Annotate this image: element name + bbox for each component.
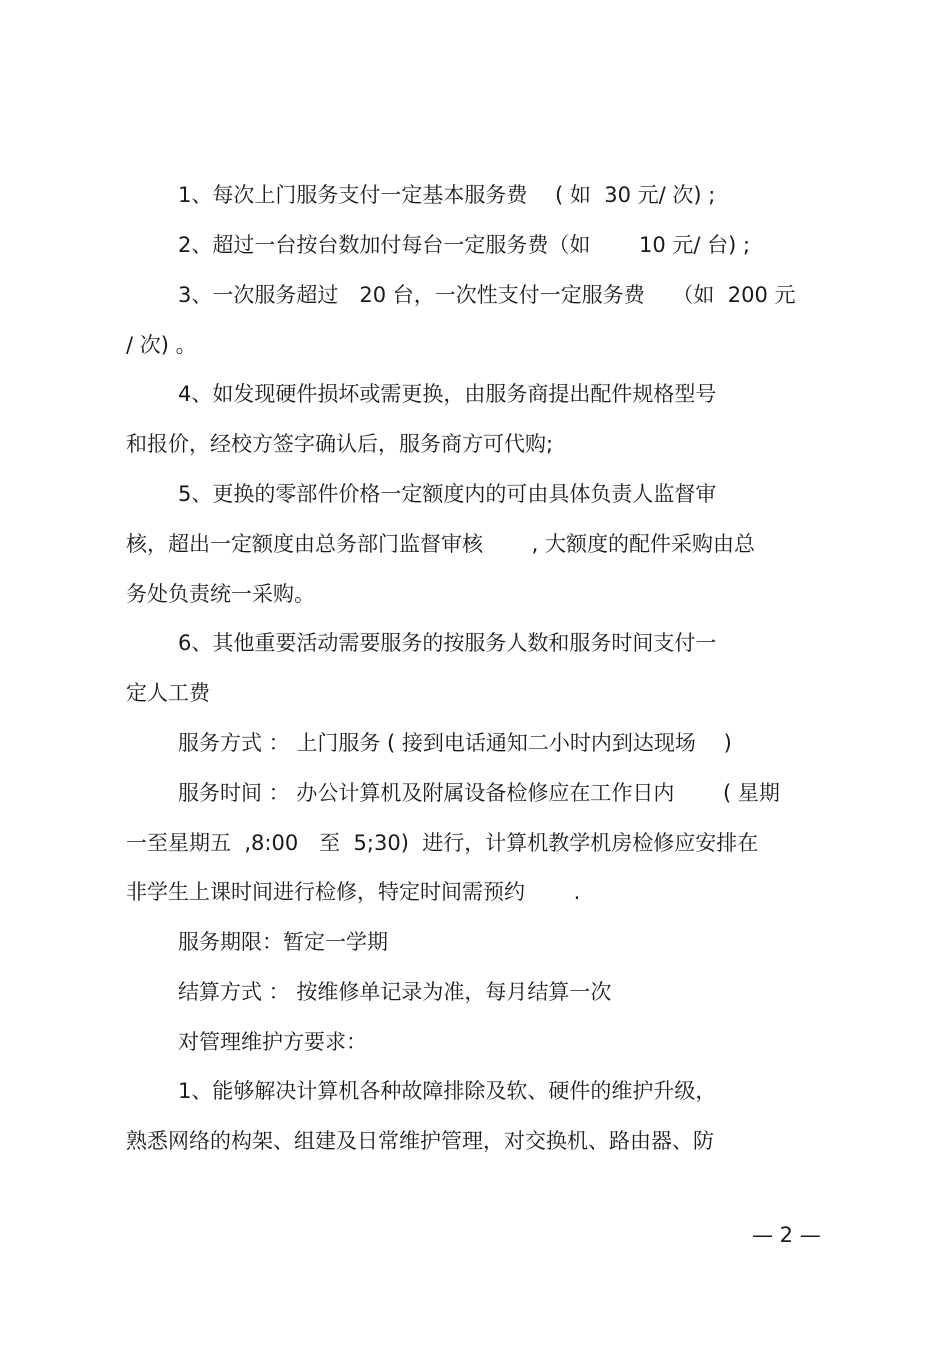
text-line-7: 5、更换的零部件价格一定额度内的可由具体负责人监督审: [178, 482, 717, 506]
text-line-18: 对管理维护方要求：: [178, 1030, 367, 1054]
text-line-19: 1、能够解决计算机各种故障排除及软、硬件的维护升级，: [178, 1079, 717, 1103]
text-line-14: 一至星期五 ,8:00 至 5;30) 进行，计算机教学机房检修应安排在: [126, 831, 759, 855]
text-line-9: 务处负责统一采购。: [126, 582, 315, 606]
text-line-6: 和报价，经校方签字确认后，服务商方可代购;: [126, 432, 554, 456]
page-number: — 2 —: [752, 1223, 821, 1247]
text-line-10: 6、其他重要活动需要服务的按服务人数和服务时间支付一: [178, 631, 717, 655]
text-line-13: 服务时间 ： 办公计算机及附属设备检修应在工作日内 ( 星期: [178, 781, 780, 805]
text-line-5: 4、如发现硬件损坏或需更换，由服务商提出配件规格型号: [178, 382, 717, 406]
text-line-15: 非学生上课时间进行检修，特定时间需预约 .: [126, 880, 581, 904]
text-line-12: 服务方式 ： 上门服务 ( 接到电话通知二小时内到达现场 ): [178, 731, 732, 755]
text-line-11: 定人工费: [126, 681, 210, 705]
text-line-1: 1、每次上门服务支付一定基本服务费 ( 如 30 元/ 次) ;: [178, 183, 716, 207]
text-line-20: 熟悉网络的构架、组建及日常维护管理，对交换机、路由器、防: [126, 1129, 714, 1153]
text-line-17: 结算方式 ： 按维修单记录为准，每月结算一次: [178, 980, 612, 1004]
text-line-4: / 次) 。: [126, 333, 197, 357]
text-line-2: 2、超过一台按台数加付每台一定服务费（如 10 元/ 台) ;: [178, 233, 751, 257]
text-line-16: 服务期限：暂定一学期: [178, 930, 388, 954]
text-line-8: 核，超出一定额度由总务部门监督审核 , 大额度的配件采购由总: [126, 532, 756, 556]
text-line-3: 3、一次服务超过 20 台，一次性支付一定服务费 （如 200 元: [178, 283, 796, 307]
